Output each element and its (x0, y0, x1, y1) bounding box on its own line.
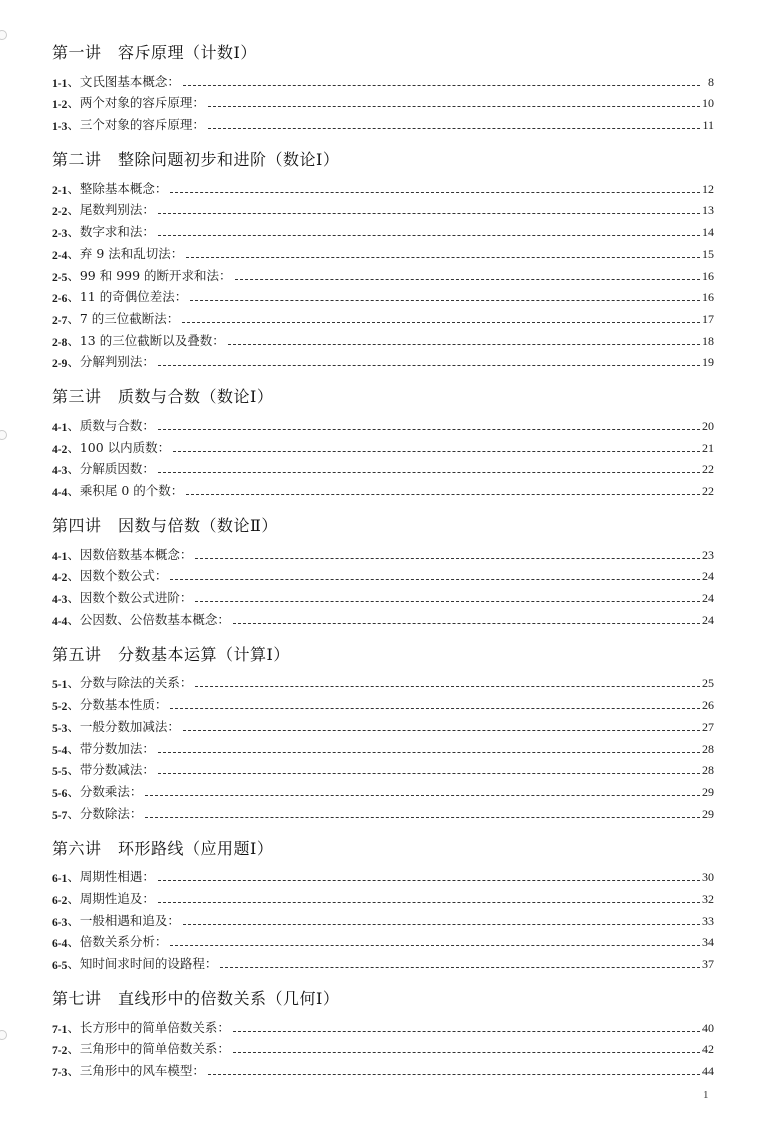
entry-number: 5-6 (52, 787, 68, 800)
dot-leader (195, 600, 700, 602)
dot-leader (233, 1051, 700, 1053)
entry-page-number: 26 (702, 698, 714, 713)
toc-entry[interactable] (52, 434, 714, 456)
entry-number: 7-1 (52, 1023, 68, 1036)
toc-entry[interactable] (52, 197, 714, 219)
entry-page-number: 11 (702, 118, 714, 133)
dot-leader (183, 923, 700, 925)
toc-entry[interactable] (52, 327, 714, 349)
entry-page-number: 29 (702, 806, 714, 821)
punch-hole (0, 1030, 7, 1040)
toc-entry[interactable] (52, 757, 714, 779)
dot-leader (158, 234, 700, 236)
toc-entry[interactable] (52, 240, 714, 262)
entry-title: 、分解质因数： (67, 461, 155, 477)
dot-leader (158, 751, 700, 753)
dot-leader (233, 1030, 700, 1032)
entry-page-number: 37 (702, 957, 714, 971)
toc-entry[interactable] (52, 349, 714, 371)
entry-page-number: 28 (702, 763, 714, 778)
entry-title: 、数字求和法： (67, 224, 155, 240)
entry-page-number: 27 (702, 719, 714, 734)
toc-entry[interactable] (52, 412, 714, 434)
toc-entry[interactable] (52, 713, 714, 735)
toc-entry[interactable] (52, 218, 714, 240)
dot-leader (145, 794, 700, 796)
toc-section (52, 147, 714, 370)
punch-hole (0, 30, 7, 40)
entry-number: 2-1 (52, 184, 68, 197)
dot-leader (195, 557, 700, 559)
entry-number: 6-2 (52, 894, 68, 907)
entry-number: 2-9 (52, 358, 68, 371)
entry-page-number: 8 (708, 74, 714, 89)
toc-entry[interactable] (52, 262, 714, 284)
toc-entry[interactable] (52, 778, 714, 800)
entry-number: 7-2 (52, 1045, 68, 1058)
dot-leader (208, 105, 700, 107)
dot-leader (190, 299, 700, 301)
toc-entry[interactable] (52, 68, 714, 90)
toc-entry[interactable] (52, 735, 714, 757)
entry-page-number: 20 (702, 418, 714, 433)
punch-hole (0, 430, 7, 440)
toc-entry[interactable] (52, 563, 714, 585)
toc-entry[interactable] (52, 477, 714, 499)
dot-leader (158, 772, 700, 774)
toc-entry[interactable] (52, 691, 714, 713)
entry-title: 、三角形中的简单倍数关系： (67, 1041, 230, 1057)
entry-page-number: 34 (702, 935, 714, 950)
entry-page-number: 18 (702, 333, 714, 348)
entry-number: 4-2 (52, 572, 68, 585)
entry-number: 4-3 (52, 465, 68, 478)
entry-title: 、长方形中的简单倍数关系： (67, 1019, 230, 1035)
dot-leader (208, 1073, 700, 1075)
entry-title: 、100 以内质数： (67, 439, 171, 455)
entry-number: 5-2 (52, 701, 68, 714)
section-title: 第六讲 环形路线（应用题Ⅰ） (52, 838, 274, 858)
dot-leader (145, 816, 700, 818)
entry-number: 2-6 (52, 293, 68, 306)
entry-page-number: 19 (702, 355, 714, 370)
entry-title: 、分解判别法： (67, 354, 155, 370)
entry-number: 5-5 (52, 766, 68, 779)
toc-section (52, 986, 714, 1079)
entry-title: 、99 和 999 的断开求和法： (67, 267, 232, 283)
entry-number: 5-4 (52, 744, 68, 757)
entry-page-number: 32 (702, 891, 714, 906)
entry-page-number: 12 (702, 181, 714, 196)
entry-number: 4-2 (52, 443, 68, 456)
entry-page-number: 13 (702, 203, 714, 218)
entry-title: 、7 的三位截断法： (67, 310, 180, 326)
dot-leader (173, 450, 700, 452)
section-title: 第三讲 质数与合数（数论Ⅰ） (52, 387, 274, 407)
toc-entry[interactable] (52, 456, 714, 478)
entry-title: 、知时间求时间的设路程： (67, 956, 218, 971)
entry-page-number: 14 (702, 225, 714, 240)
entry-title: 、周期性追及： (67, 890, 155, 906)
toc-entry[interactable] (52, 885, 714, 907)
entry-page-number: 16 (702, 268, 714, 283)
table-of-contents (52, 40, 714, 1093)
entry-title: 、带分数减法： (67, 762, 155, 778)
toc-entry[interactable] (52, 950, 714, 972)
section-title: 第二讲 整除问题初步和进阶（数论Ⅰ） (52, 150, 340, 170)
entry-page-number: 22 (702, 462, 714, 477)
toc-entry[interactable] (52, 1036, 714, 1058)
entry-page-number: 29 (702, 784, 714, 799)
entry-number: 1-3 (52, 121, 68, 134)
entry-number: 2-7 (52, 314, 68, 327)
toc-entry[interactable] (52, 670, 714, 692)
entry-page-number: 24 (702, 612, 714, 627)
toc-entry[interactable] (52, 1014, 714, 1036)
entry-title: 、三角形中的风车模型： (67, 1063, 205, 1079)
dot-leader (158, 471, 700, 473)
entry-number: 2-4 (52, 249, 68, 262)
entry-title: 、11 的奇偶位差法： (67, 289, 188, 305)
entry-page-number: 24 (702, 569, 714, 584)
dot-leader (186, 493, 700, 495)
entry-number: 7-3 (52, 1067, 68, 1080)
entry-page-number: 15 (702, 246, 714, 261)
entry-title: 、13 的三位截断以及叠数： (67, 332, 225, 348)
entry-number: 1-1 (52, 77, 68, 90)
toc-section (52, 642, 714, 822)
dot-leader (208, 127, 700, 129)
dot-leader (170, 578, 700, 580)
dot-leader (182, 321, 700, 323)
entry-title: 、整除基本概念： (67, 180, 168, 196)
section-title: 第四讲 因数与倍数（数论Ⅱ） (52, 516, 278, 535)
entry-title: 、周期性相遇： (67, 869, 155, 885)
entry-title: 、分数除法： (67, 805, 143, 821)
entry-number: 4-4 (52, 487, 68, 499)
entry-number: 4-3 (52, 594, 68, 607)
entry-number: 5-1 (52, 679, 68, 692)
entry-number: 5-3 (52, 722, 68, 735)
entry-page-number: 24 (702, 591, 714, 606)
dot-leader (158, 879, 700, 881)
entry-title: 、因数倍数基本概念： (67, 546, 193, 562)
entry-page-number: 16 (702, 290, 714, 305)
entry-number: 2-8 (52, 336, 68, 349)
entry-number: 5-7 (52, 809, 68, 822)
entry-title: 、倍数关系分析： (67, 934, 168, 950)
entry-number: 4-1 (52, 550, 68, 563)
entry-number: 6-3 (52, 916, 68, 929)
entry-title: 、质数与合数： (67, 417, 155, 433)
entry-title: 、分数基本性质： (67, 697, 168, 713)
toc-entry[interactable] (52, 284, 714, 306)
section-title: 第一讲 容斥原理（计数Ⅰ） (52, 43, 257, 62)
entry-title: 、分数乘法： (67, 783, 143, 799)
entry-number: 4-4 (52, 615, 68, 628)
entry-page-number: 22 (702, 484, 714, 498)
dot-leader (158, 428, 700, 430)
entry-number: 6-1 (52, 873, 68, 886)
entry-title: 、两个对象的容斥原理： (67, 95, 205, 111)
entry-title: 、公因数、公倍数基本概念： (67, 611, 230, 627)
entry-page-number: 10 (702, 96, 714, 111)
entry-page-number: 25 (702, 676, 714, 691)
entry-page-number: 17 (702, 311, 714, 326)
entry-page-number: 28 (702, 741, 714, 756)
toc-entry[interactable] (52, 606, 714, 628)
toc-entry[interactable] (52, 175, 714, 197)
toc-entry[interactable] (52, 111, 714, 133)
dot-leader (158, 901, 700, 903)
dot-leader (233, 622, 700, 624)
entry-page-number: 44 (702, 1064, 714, 1079)
entry-number: 2-3 (52, 228, 68, 241)
entry-page-number: 33 (702, 913, 714, 928)
entry-title: 、因数个数公式： (67, 568, 168, 584)
dot-leader (170, 944, 700, 946)
entry-title: 、三个对象的容斥原理： (67, 117, 205, 133)
section-title: 第七讲 直线形中的倍数关系（几何Ⅰ） (52, 989, 340, 1008)
entry-number: 2-2 (52, 206, 68, 219)
toc-entry[interactable] (52, 1057, 714, 1079)
toc-entry[interactable] (52, 305, 714, 327)
dot-leader (183, 84, 700, 86)
entry-number: 2-5 (52, 271, 68, 284)
dot-leader (235, 278, 700, 280)
entry-title: 、分数与除法的关系： (67, 675, 193, 691)
entry-page-number: 23 (702, 547, 714, 562)
toc-entry[interactable] (52, 584, 714, 606)
entry-page-number: 40 (702, 1020, 714, 1035)
toc-section (52, 513, 714, 628)
toc-entry[interactable] (52, 864, 714, 886)
section-title: 第五讲 分数基本运算（计算Ⅰ） (52, 644, 290, 664)
entry-title: 、因数个数公式进阶： (67, 590, 193, 606)
entry-page-number: 30 (702, 870, 714, 885)
entry-title: 、乘积尾 0 的个数： (67, 483, 184, 498)
dot-leader (220, 966, 700, 968)
toc-section (52, 40, 714, 133)
toc-entry[interactable] (52, 929, 714, 951)
dot-leader (183, 729, 700, 731)
dot-leader (170, 191, 700, 193)
entry-title: 、一般相遇和追及： (67, 912, 180, 928)
dot-leader (170, 707, 700, 709)
toc-section (52, 384, 714, 499)
toc-entry[interactable] (52, 800, 714, 822)
dot-leader (195, 685, 700, 687)
toc-entry[interactable] (52, 90, 714, 112)
page-number: 1 (703, 1089, 709, 1101)
entry-number: 6-5 (52, 960, 68, 972)
dot-leader (158, 364, 700, 366)
entry-page-number: 42 (702, 1042, 714, 1057)
dot-leader (228, 343, 700, 345)
entry-number: 1-2 (52, 99, 68, 112)
dot-leader (186, 256, 700, 258)
entry-title: 、一般分数加减法： (67, 718, 180, 734)
entry-number: 6-4 (52, 938, 68, 951)
toc-section (52, 836, 714, 972)
toc-entry[interactable] (52, 907, 714, 929)
entry-page-number: 21 (702, 440, 714, 455)
dot-leader (158, 212, 700, 214)
entry-title: 、弃 9 法和乱切法： (67, 245, 184, 261)
entry-number: 4-1 (52, 421, 68, 434)
entry-title: 、文氏图基本概念： (67, 73, 180, 89)
toc-entry[interactable] (52, 541, 714, 563)
entry-title: 、带分数加法： (67, 740, 155, 756)
entry-title: 、尾数判别法： (67, 202, 155, 218)
